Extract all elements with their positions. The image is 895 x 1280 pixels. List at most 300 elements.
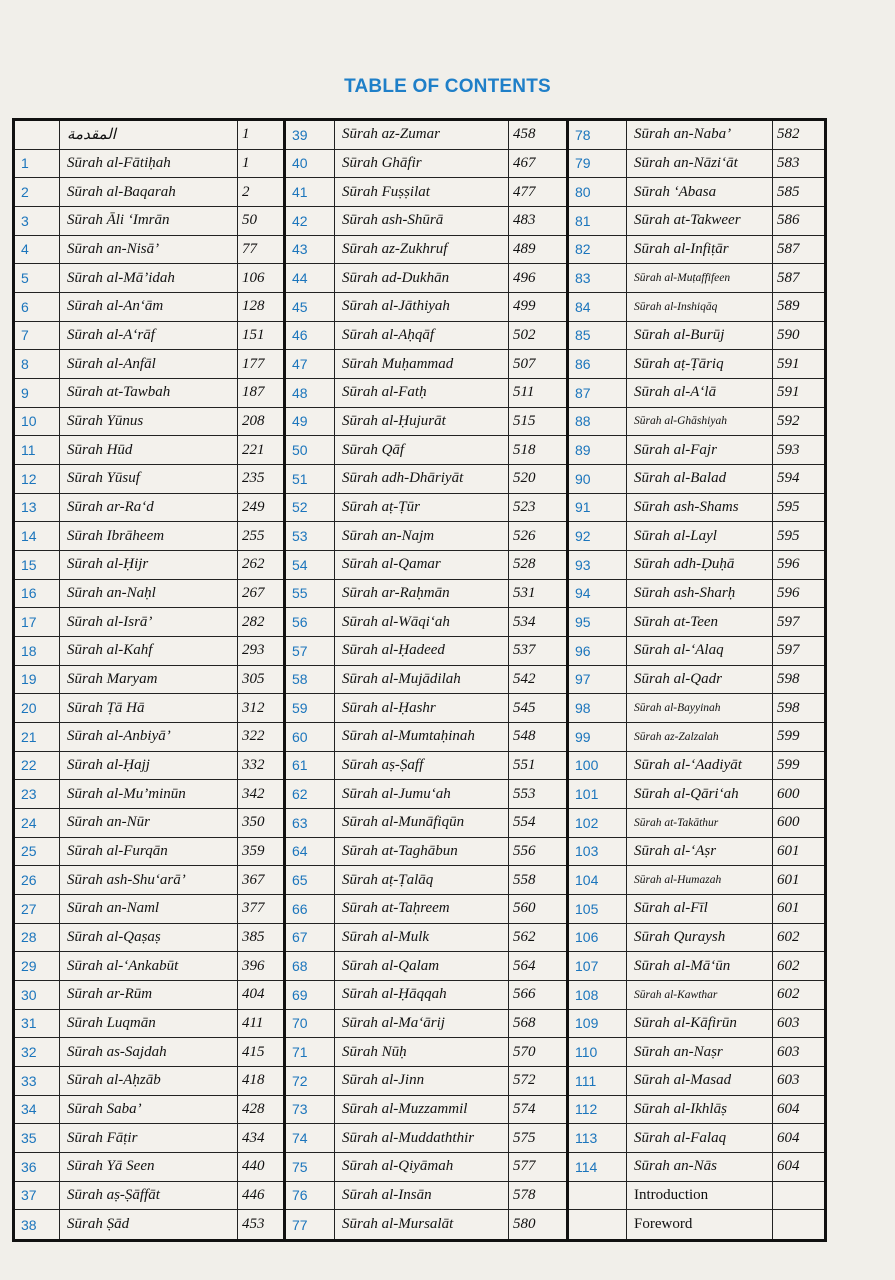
toc-row[interactable]	[286, 723, 566, 752]
page-number: 582	[777, 126, 800, 143]
surah-name: Sūrah Muḥammad	[342, 355, 454, 372]
toc-row[interactable]	[286, 494, 566, 523]
page-number: 551	[513, 756, 536, 773]
page-number: 523	[513, 498, 536, 515]
toc-row[interactable]	[15, 408, 283, 437]
toc-row[interactable]	[15, 551, 283, 580]
surah-name: Sūrah as-Sajdah	[67, 1043, 167, 1060]
toc-row[interactable]	[15, 293, 283, 322]
surah-name: Sūrah al-Wāqi‘ah	[342, 613, 450, 630]
toc-row[interactable]	[569, 551, 824, 580]
surah-name: Sūrah an-Naba’	[634, 126, 732, 143]
surah-name: Sūrah an-Naml	[67, 900, 160, 917]
toc-row[interactable]	[15, 866, 283, 895]
toc-row[interactable]	[286, 780, 566, 809]
surah-number: 44	[292, 270, 308, 287]
surah-number: 67	[292, 929, 308, 946]
surah-number: 3	[21, 212, 29, 229]
toc-row[interactable]	[15, 1124, 283, 1153]
surah-number: 82	[575, 241, 591, 258]
page-number: 587	[777, 269, 800, 286]
toc-row[interactable]	[15, 150, 283, 179]
surah-number: 33	[21, 1072, 37, 1089]
page-number: 1	[242, 154, 250, 171]
page-number: 601	[777, 842, 800, 859]
surah-number: 12	[21, 470, 37, 487]
surah-number: 89	[575, 442, 591, 459]
surah-number: 99	[575, 728, 591, 745]
surah-name: Sūrah al-A‘rāf	[67, 326, 155, 343]
surah-number: 81	[575, 212, 591, 229]
surah-name: Sūrah al-Ḥujurāt	[342, 412, 446, 429]
toc-row[interactable]	[15, 178, 283, 207]
toc-row[interactable]	[569, 1096, 824, 1125]
surah-name: Sūrah al-Bayyinah	[634, 702, 721, 715]
toc-row[interactable]	[15, 494, 283, 523]
toc-row[interactable]	[286, 121, 566, 150]
toc-row[interactable]	[15, 1210, 283, 1239]
surah-name: Sūrah al-Falaq	[634, 1129, 727, 1146]
surah-name: Sūrah an-Nās	[634, 1158, 717, 1175]
surah-number: 16	[21, 585, 37, 602]
toc-row[interactable]	[569, 580, 824, 609]
surah-name: Sūrah al-Mulk	[342, 928, 430, 945]
page-number: 262	[242, 556, 265, 573]
page-number: 428	[242, 1100, 265, 1117]
surah-name: Sūrah al-Ghāshiyah	[634, 415, 727, 428]
toc-row[interactable]	[286, 838, 566, 867]
toc-row[interactable]	[15, 723, 283, 752]
toc-row[interactable]	[15, 608, 283, 637]
toc-row[interactable]	[569, 494, 824, 523]
page-number: 572	[513, 1072, 536, 1089]
toc-row[interactable]	[569, 379, 824, 408]
surah-number: 94	[575, 585, 591, 602]
surah-name: Sūrah al-Qadr	[634, 670, 722, 687]
toc-row[interactable]	[286, 178, 566, 207]
surah-number: 20	[21, 700, 37, 717]
page-number: 601	[777, 900, 800, 917]
toc-row[interactable]	[569, 637, 824, 666]
toc-row[interactable]	[569, 522, 824, 551]
page-number: 545	[513, 699, 536, 716]
surah-name: Sūrah az-Zumar	[342, 126, 440, 143]
surah-name: Sūrah Luqmān	[67, 1014, 156, 1031]
toc-row[interactable]	[569, 264, 824, 293]
surah-name: Sūrah Hūd	[67, 441, 133, 458]
surah-name: Sūrah al-Isrā’	[67, 613, 153, 630]
surah-name: Sūrah ash-Sharḥ	[634, 584, 736, 601]
page-number: 434	[242, 1129, 265, 1146]
toc-row[interactable]	[15, 236, 283, 265]
toc-row[interactable]	[286, 293, 566, 322]
surah-name: Sūrah aṭ-Ṭāriq	[634, 355, 724, 372]
toc-row[interactable]	[286, 264, 566, 293]
page-number: 458	[513, 126, 536, 143]
toc-row[interactable]	[15, 1038, 283, 1067]
surah-name: Sūrah al-Qiyāmah	[342, 1158, 454, 1175]
toc-row[interactable]	[569, 838, 824, 867]
toc-row[interactable]	[286, 637, 566, 666]
toc-row[interactable]	[569, 322, 824, 351]
toc-row[interactable]	[569, 752, 824, 781]
page-number: 440	[242, 1158, 265, 1175]
surah-number: 68	[292, 958, 308, 975]
surah-name: Sūrah al-Mumtaḥinah	[342, 728, 475, 745]
page-number: 595	[777, 498, 800, 515]
toc-row[interactable]	[569, 809, 824, 838]
toc-row[interactable]	[286, 1038, 566, 1067]
page-number: 537	[513, 642, 536, 659]
surah-name: Sūrah Maryam	[67, 670, 158, 687]
surah-name: Sūrah Ṣād	[67, 1216, 130, 1233]
toc-row[interactable]	[569, 1038, 824, 1067]
page-number: 467	[513, 154, 536, 171]
toc-row[interactable]	[569, 952, 824, 981]
page-number: 526	[513, 527, 536, 544]
page-number: 518	[513, 441, 536, 458]
surah-name: Sūrah ad-Dukhān	[342, 269, 450, 286]
toc-row[interactable]	[286, 150, 566, 179]
toc-row[interactable]	[286, 952, 566, 981]
page-number: 255	[242, 527, 265, 544]
toc-row[interactable]	[15, 580, 283, 609]
surah-number: 52	[292, 499, 308, 516]
surah-number: 11	[21, 442, 36, 459]
surah-name: Sūrah an-Nāzi‘āt	[634, 154, 738, 171]
surah-name: Sūrah al-Balad	[634, 470, 727, 487]
toc-row[interactable]	[286, 866, 566, 895]
toc-row[interactable]	[15, 1067, 283, 1096]
surah-number: 91	[575, 499, 591, 516]
surah-name: Sūrah al-Masad	[634, 1072, 732, 1089]
page-number	[772, 1210, 829, 1239]
surah-number: 14	[21, 528, 37, 545]
surah-number: 76	[292, 1187, 308, 1204]
toc-row[interactable]	[569, 1210, 824, 1239]
page-number: 531	[513, 584, 536, 601]
toc-row[interactable]	[569, 236, 824, 265]
page-number: 106	[242, 269, 265, 286]
toc-row[interactable]	[569, 981, 824, 1010]
surah-name: Sūrah al-Fajr	[634, 441, 717, 458]
surah-number: 78	[575, 126, 591, 143]
surah-name: Sūrah Ibrāheem	[67, 527, 165, 544]
surah-number: 48	[292, 384, 308, 401]
toc-row[interactable]	[15, 780, 283, 809]
page-number: 477	[513, 183, 536, 200]
surah-name: المقدمة	[67, 127, 116, 144]
page-number: 564	[513, 957, 536, 974]
surah-number: 103	[575, 843, 599, 860]
toc-row[interactable]	[569, 1153, 824, 1182]
surah-name: Sūrah an-Nūr	[67, 814, 150, 831]
toc-row[interactable]	[15, 379, 283, 408]
toc-row[interactable]	[286, 895, 566, 924]
surah-number: 96	[575, 642, 591, 659]
toc-row[interactable]	[15, 1153, 283, 1182]
page-number: 599	[777, 756, 800, 773]
surah-name: Sūrah an-Najm	[342, 527, 435, 544]
toc-row[interactable]	[286, 580, 566, 609]
page-number: 595	[777, 527, 800, 544]
toc-row[interactable]	[569, 150, 824, 179]
surah-name: Sūrah Nūḥ	[342, 1043, 407, 1060]
page-number: 411	[242, 1014, 264, 1031]
surah-number: 7	[21, 327, 29, 344]
page-number: 377	[242, 900, 265, 917]
surah-number: 101	[575, 786, 599, 803]
surah-number: 74	[292, 1130, 308, 1147]
surah-number: 38	[21, 1216, 37, 1233]
surah-name: Sūrah al-Qaṣaṣ	[67, 928, 161, 945]
page-number: 590	[777, 326, 800, 343]
toc-row[interactable]	[286, 379, 566, 408]
surah-number: 40	[292, 155, 308, 172]
surah-name: Sūrah Saba’	[67, 1100, 142, 1117]
page-number: 282	[242, 613, 265, 630]
toc-row[interactable]	[15, 694, 283, 723]
toc-row[interactable]	[286, 981, 566, 1010]
surah-number: 71	[292, 1044, 308, 1061]
surah-number: 62	[292, 786, 308, 803]
toc-row[interactable]	[286, 551, 566, 580]
toc-row[interactable]	[286, 1010, 566, 1039]
toc-row[interactable]	[286, 666, 566, 695]
surah-number: 26	[21, 872, 37, 889]
surah-name: Sūrah ‘Abasa	[634, 183, 717, 200]
page-number: 593	[777, 441, 800, 458]
toc-row[interactable]	[15, 924, 283, 953]
surah-name: Sūrah az-Zukhruf	[342, 240, 448, 257]
surah-name: Sūrah ar-Ra‘d	[67, 498, 154, 515]
page-number: 596	[777, 556, 800, 573]
toc-column	[569, 121, 824, 1239]
surah-name: Sūrah al-Kawthar	[634, 988, 718, 1001]
page-number: 586	[777, 212, 800, 229]
surah-name: Sūrah aṭ-Ṭalāq	[342, 871, 434, 888]
surah-name: Sūrah aṣ-Ṣaff	[342, 756, 424, 773]
toc-row[interactable]	[569, 924, 824, 953]
toc-row[interactable]	[15, 522, 283, 551]
page-number: 267	[242, 584, 265, 601]
surah-name: Sūrah at-Tawbah	[67, 384, 171, 401]
surah-number: 19	[21, 671, 37, 688]
toc-row[interactable]	[15, 1010, 283, 1039]
toc-row[interactable]	[286, 1182, 566, 1211]
toc-row[interactable]	[569, 694, 824, 723]
surah-name: Sūrah al-Muddaththir	[342, 1129, 475, 1146]
surah-number: 50	[292, 442, 308, 459]
surah-number: 114	[575, 1158, 598, 1175]
surah-name: Sūrah al-Jumu‘ah	[342, 785, 451, 802]
page-number: 415	[242, 1043, 265, 1060]
toc-row[interactable]	[286, 436, 566, 465]
toc-row[interactable]	[286, 465, 566, 494]
toc-row[interactable]	[569, 207, 824, 236]
toc-row[interactable]	[286, 322, 566, 351]
surah-number: 112	[575, 1101, 598, 1118]
toc-row[interactable]	[15, 1182, 283, 1211]
toc-row[interactable]	[569, 436, 824, 465]
toc-row[interactable]	[569, 465, 824, 494]
page-number: 558	[513, 871, 536, 888]
surah-name: Sūrah ar-Raḥmān	[342, 584, 450, 601]
toc-row[interactable]	[569, 121, 824, 150]
toc-row[interactable]	[569, 350, 824, 379]
surah-number: 60	[292, 728, 308, 745]
toc-row[interactable]	[15, 436, 283, 465]
page-number: 151	[242, 326, 265, 343]
page-number: 367	[242, 871, 265, 888]
toc-row[interactable]	[15, 981, 283, 1010]
surah-name: Sūrah az-Zalzalah	[634, 730, 719, 743]
surah-name: Sūrah al-Anbiyā’	[67, 728, 171, 745]
toc-row[interactable]	[569, 1010, 824, 1039]
surah-number: 55	[292, 585, 308, 602]
toc-row[interactable]	[15, 350, 283, 379]
page-number: 577	[513, 1158, 536, 1175]
toc-column	[15, 121, 283, 1239]
surah-number: 37	[21, 1187, 37, 1204]
toc-row[interactable]	[15, 637, 283, 666]
surah-name: Sūrah al-Fatḥ	[342, 384, 427, 401]
page-number: 568	[513, 1014, 536, 1031]
toc-row[interactable]	[569, 666, 824, 695]
toc-row[interactable]	[569, 178, 824, 207]
toc-row[interactable]	[286, 694, 566, 723]
page-number: 332	[242, 756, 265, 773]
surah-number: 8	[21, 356, 29, 373]
toc-row[interactable]	[15, 666, 283, 695]
surah-name: Sūrah at-Takweer	[634, 212, 741, 229]
surah-number: 75	[292, 1158, 308, 1175]
page-number: 489	[513, 240, 536, 257]
toc-row[interactable]	[286, 236, 566, 265]
surah-name: Sūrah al-Mursalāt	[342, 1216, 454, 1233]
surah-number: 54	[292, 556, 308, 573]
page-number: 208	[242, 412, 265, 429]
toc-row[interactable]	[569, 293, 824, 322]
page-number: 404	[242, 986, 265, 1003]
surah-number	[569, 1182, 632, 1210]
surah-number: 10	[21, 413, 37, 430]
toc-row[interactable]	[286, 350, 566, 379]
page-number: 597	[777, 613, 800, 630]
toc-row[interactable]	[15, 895, 283, 924]
page-number: 580	[513, 1216, 536, 1233]
toc-row[interactable]	[286, 1067, 566, 1096]
toc-row[interactable]	[569, 408, 824, 437]
surah-name: Sūrah al-Mujādilah	[342, 670, 461, 687]
surah-name: Sūrah al-‘Alaq	[634, 642, 724, 659]
surah-number: 57	[292, 642, 308, 659]
surah-name: Sūrah al-Aḥqāf	[342, 326, 435, 343]
toc-row[interactable]	[569, 780, 824, 809]
surah-number: 79	[575, 155, 591, 172]
toc-row[interactable]	[286, 809, 566, 838]
toc-row[interactable]	[569, 1124, 824, 1153]
toc-row[interactable]	[569, 1067, 824, 1096]
surah-name: Sūrah at-Taḥreem	[342, 900, 450, 917]
toc-row[interactable]	[286, 522, 566, 551]
toc-row[interactable]	[286, 752, 566, 781]
toc-row[interactable]	[286, 408, 566, 437]
toc-row[interactable]	[15, 207, 283, 236]
page-number: 597	[777, 642, 800, 659]
surah-name: Sūrah al-Muzzammil	[342, 1100, 468, 1117]
page-number: 562	[513, 928, 536, 945]
page-number	[772, 1182, 829, 1210]
page-number: 603	[777, 1043, 800, 1060]
page-number: 601	[777, 871, 800, 888]
toc-row[interactable]	[569, 1182, 824, 1211]
page-number: 77	[242, 240, 257, 257]
page-number: 603	[777, 1014, 800, 1031]
toc-row[interactable]	[286, 608, 566, 637]
surah-name: Sūrah al-Ma‘ārij	[342, 1014, 445, 1031]
page-number: 604	[777, 1100, 800, 1117]
toc-row[interactable]	[15, 322, 283, 351]
page-number: 502	[513, 326, 536, 343]
surah-number: 90	[575, 470, 591, 487]
page-number: 600	[777, 814, 800, 831]
toc-row[interactable]	[15, 465, 283, 494]
page-number: 602	[777, 928, 800, 945]
surah-number: 69	[292, 986, 308, 1003]
surah-number: 104	[575, 872, 599, 889]
surah-name: Sūrah al-Ikhlāṣ	[634, 1100, 727, 1117]
page-number: 221	[242, 441, 265, 458]
surah-number: 23	[21, 786, 37, 803]
toc-row[interactable]	[569, 866, 824, 895]
toc-row[interactable]	[15, 952, 283, 981]
toc-row[interactable]	[286, 1124, 566, 1153]
page-number: 587	[777, 240, 800, 257]
page-number: 599	[777, 728, 800, 745]
toc-row[interactable]	[15, 264, 283, 293]
toc-row[interactable]	[15, 809, 283, 838]
surah-number: 87	[575, 384, 591, 401]
surah-name: Sūrah al-Mā‘ūn	[634, 957, 731, 974]
toc-row[interactable]	[569, 895, 824, 924]
toc-row[interactable]	[286, 1096, 566, 1125]
surah-number: 113	[575, 1130, 598, 1147]
surah-number: 66	[292, 900, 308, 917]
toc-row[interactable]	[15, 838, 283, 867]
page-number: 598	[777, 699, 800, 716]
page-number: 350	[242, 814, 265, 831]
toc-row[interactable]	[15, 752, 283, 781]
page-number: 1	[242, 126, 250, 143]
toc-row[interactable]	[286, 1153, 566, 1182]
toc-row[interactable]	[15, 121, 283, 150]
toc-row[interactable]	[286, 924, 566, 953]
toc-row[interactable]	[286, 207, 566, 236]
surah-name: Sūrah Āli ‘Imrān	[67, 212, 170, 229]
surah-number: 9	[21, 384, 29, 401]
surah-number: 13	[21, 499, 37, 516]
page-number: 128	[242, 298, 265, 315]
toc-row[interactable]	[569, 608, 824, 637]
toc-row[interactable]	[569, 723, 824, 752]
surah-number: 86	[575, 356, 591, 373]
toc-row[interactable]	[15, 1096, 283, 1125]
toc-row[interactable]	[286, 1210, 566, 1239]
surah-number: 43	[292, 241, 308, 258]
surah-number: 107	[575, 958, 599, 975]
surah-name: Sūrah al-Ḥadeed	[342, 642, 445, 659]
